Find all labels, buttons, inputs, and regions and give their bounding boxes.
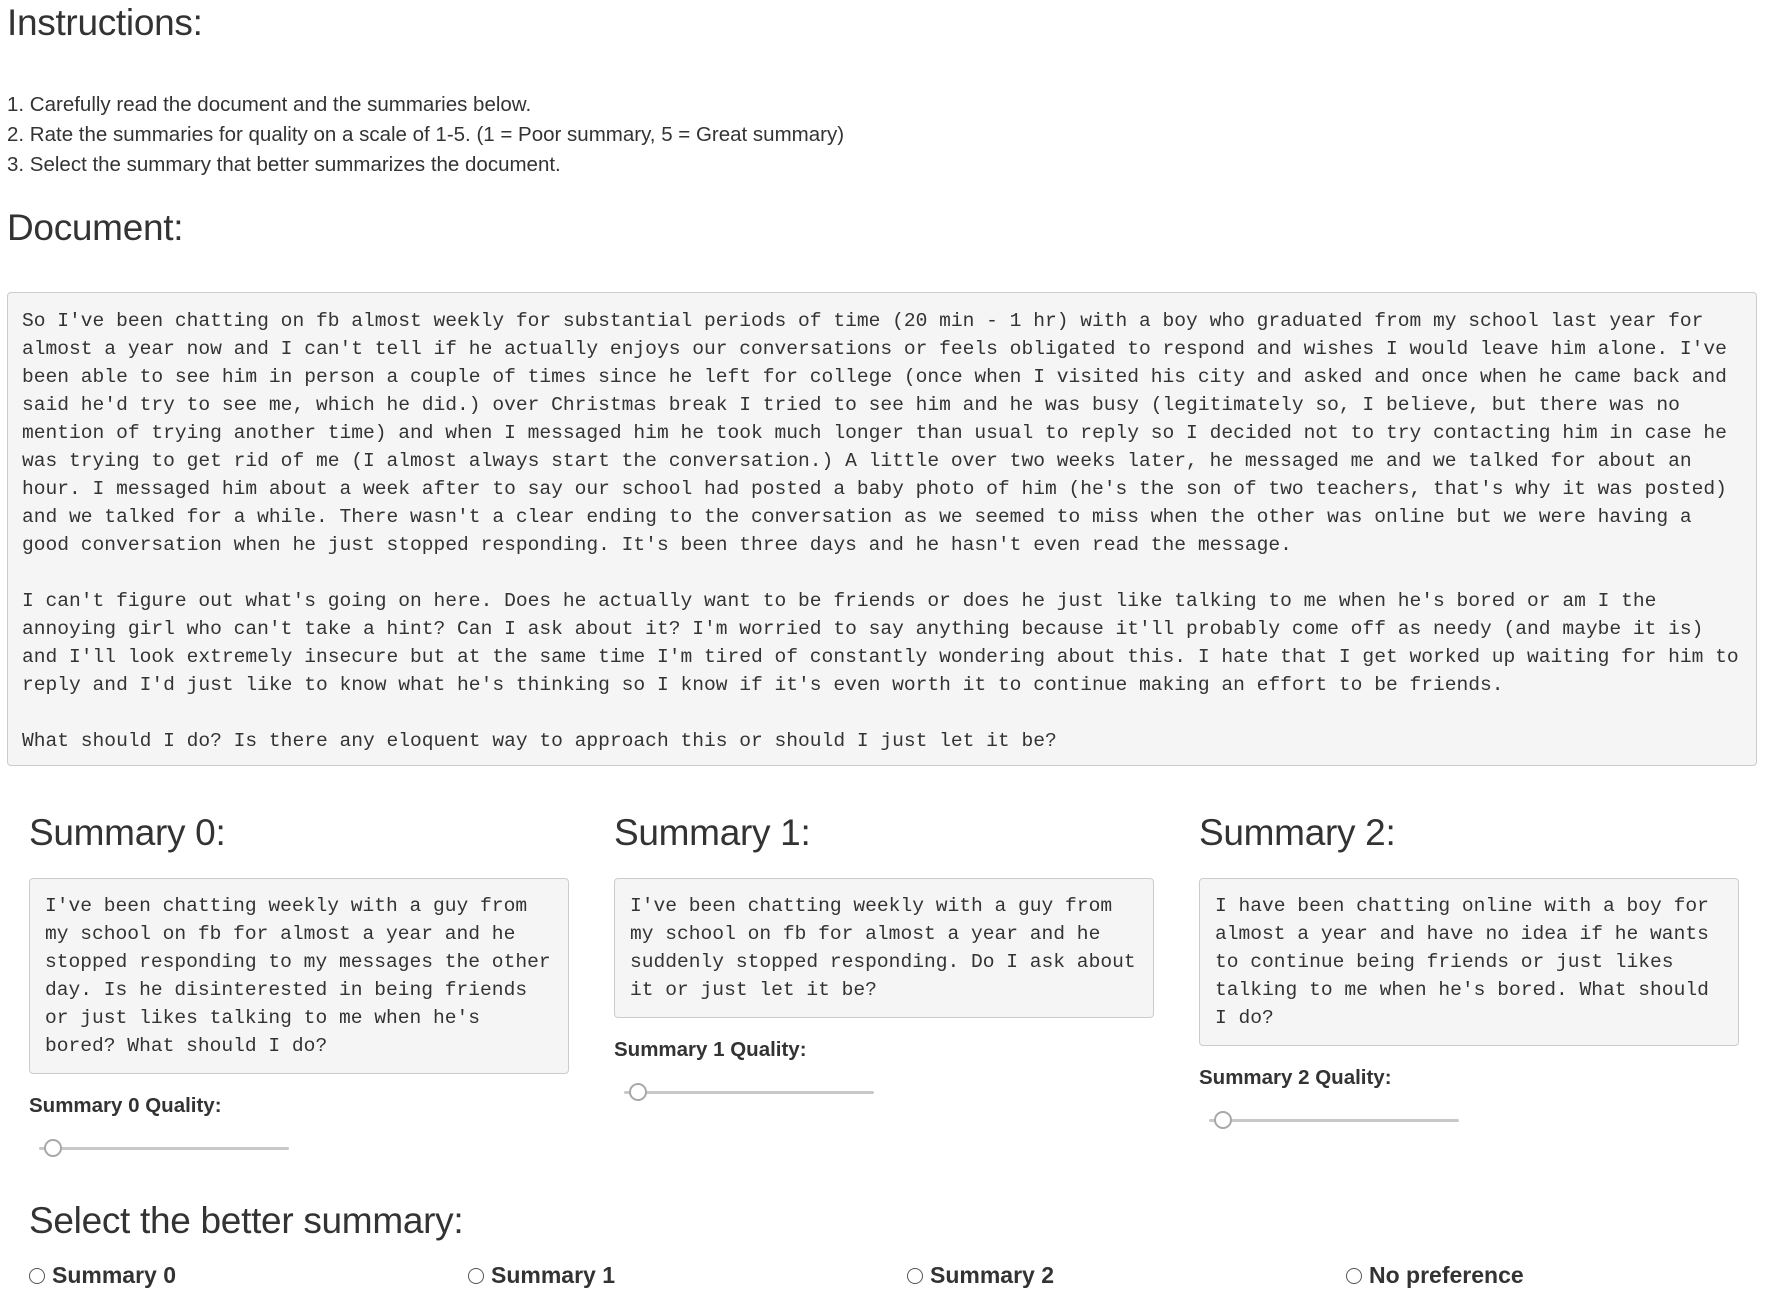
radio-summary-1[interactable]: [468, 1262, 615, 1289]
document-text: So I've been chatting on fb almost weekly for substantial periods of time (20 min - 1 hr) with a boy who graduated from my school last year for almost a year now and I can't tell if he actually enjoys our conversations or feels obligated to respond and wishes I would leave him alone. I've been able to see him in person a couple of times since he left for college (once when I visited his city and asked and once when he came back and said he'd try to see me, which he did.) over Christmas break I tried to see him and he was busy (legitimately so, I believe, but there was no mention of trying another time) and when I messaged him he took much longer than usual to reply so I decided not to try contacting him in case he was trying to get rid of me (I almost always start the conversation.) A little over two weeks later, he messaged me and we talked for about an hour. I messaged him about a week after to say our school had posted a baby photo of him (he's the son of two teachers, that's why it was posted) and we talked for a while. There wasn't a clear ending to the conversation as we seemed to miss when the other was online but we were having a good conversation when he just stopped responding. It's been three days and he hasn't even read the message. I can't figure out what's going on here. Does he actually want to be friends or does he just like talking to me when he's bored or am I the annoying girl who can't take a hint? Can I ask about it? I'm worried to say anything because it'll probably come off as needy (and maybe it is) and I'll look extremely insecure but at the same time I'm tired of constantly wondering about this. I hate that I get worked up waiting for him to reply and I'd just like to know what he's thinking so I know if it's even worth it to continue making an effort to be friends. What should I do? Is there any eloquent way to approach this or should I just let it be?: [7, 292, 1757, 766]
slider-track[interactable]: [624, 1091, 874, 1094]
radio-summary-0[interactable]: [29, 1262, 176, 1289]
quality-label: Summary 2 Quality:: [1199, 1066, 1392, 1089]
summary-panel-2: [1199, 808, 1739, 1130]
radio-label[interactable]: No preference: [1369, 1262, 1524, 1288]
quality-slider-0[interactable]: [29, 1138, 289, 1158]
summary-title: Summary 0:: [29, 812, 226, 853]
summary-text: I have been chatting online with a boy for almost a year and have no idea if he wants to continue being friends or just likes talking to me when he's bored. What should I do?: [1199, 878, 1739, 1046]
quality-slider-2[interactable]: [1199, 1110, 1459, 1130]
summary-panel-1: [614, 808, 1154, 1102]
slider-thumb[interactable]: [1214, 1111, 1232, 1129]
radio-summary-2[interactable]: [907, 1262, 1054, 1289]
slider-track[interactable]: [39, 1147, 289, 1150]
instruction-item: 1. Carefully read the document and the summaries below.: [7, 93, 532, 116]
instructions-list: [7, 90, 844, 180]
summary-title: Summary 2:: [1199, 812, 1396, 853]
radio-circle-icon[interactable]: [29, 1268, 45, 1284]
summary-text: I've been chatting weekly with a guy from my school on fb for almost a year and he suddenly stopped responding. Do I ask about it or just let it be?: [614, 878, 1154, 1018]
slider-thumb[interactable]: [629, 1083, 647, 1101]
instruction-item: 2. Rate the summaries for quality on a scale of 1-5. (1 = Poor summary, 5 = Great summary): [7, 123, 845, 146]
radio-circle-icon[interactable]: [907, 1268, 923, 1284]
instructions-title: Instructions:: [7, 2, 203, 43]
radio-circle-icon[interactable]: [468, 1268, 484, 1284]
summary-text: I've been chatting weekly with a guy from my school on fb for almost a year and he stopped responding to my messages the other day. Is he disinterested in being friends or just likes talking to me when he's bored? What should I do?: [29, 878, 569, 1074]
instruction-item: 3. Select the summary that better summarizes the document.: [7, 153, 561, 176]
preference-radio-group: [29, 1262, 1769, 1296]
slider-track[interactable]: [1209, 1119, 1459, 1122]
radio-label[interactable]: Summary 2: [930, 1262, 1055, 1288]
quality-label: Summary 1 Quality:: [614, 1038, 807, 1061]
summary-title: Summary 1:: [614, 812, 811, 853]
quality-label: Summary 0 Quality:: [29, 1094, 222, 1117]
select-better-title: Select the better summary:: [29, 1200, 464, 1241]
quality-slider-1[interactable]: [614, 1082, 874, 1102]
radio-label[interactable]: Summary 0: [52, 1262, 177, 1288]
summary-panel-0: [29, 808, 569, 1158]
document-title: Document:: [7, 207, 184, 248]
radio-circle-icon[interactable]: [1346, 1268, 1362, 1284]
slider-thumb[interactable]: [44, 1139, 62, 1157]
radio-label[interactable]: Summary 1: [491, 1262, 616, 1288]
radio-no-preference[interactable]: [1346, 1262, 1524, 1289]
